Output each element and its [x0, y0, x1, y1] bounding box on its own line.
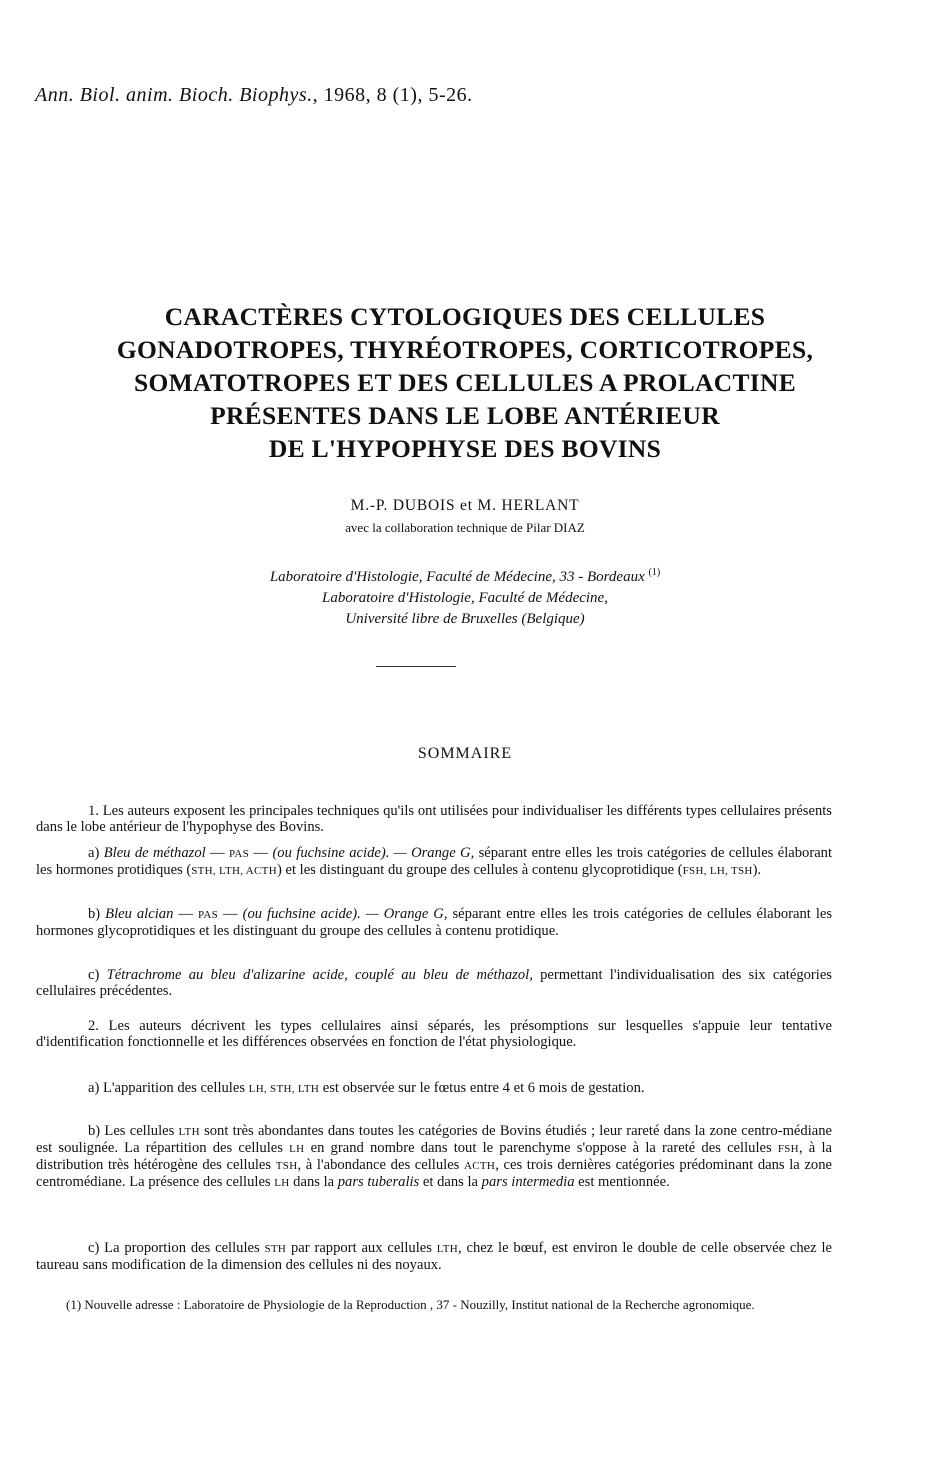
summary-paragraph-b: b) Bleu alcian — PAS — (ou fuchsine acide). — Orange G, séparant entre elles les trois catégories de cellules élaborant les hormones glycoprotidiques et les distinguant du groupe des cellules à contenu protidique. — [36, 906, 833, 939]
title-line: SOMATOTROPES ET DES CELLULES A PROLACTINE — [133, 368, 797, 397]
title-line: DE L'HYPOPHYSE DES BOVINS — [268, 434, 662, 463]
title-line: PRÉSENTES DANS LE LOBE ANTÉRIEUR — [210, 401, 720, 430]
section-heading: SOMMAIRE — [417, 745, 513, 762]
summary-paragraph-2: 2. Les auteurs décrivent les types cellulaires ainsi séparés, les présomptions sur lesquelles s'appuie leur tentative d'identification fonctionnelle et les différences observées en fonction de l'état physiologique. — [36, 1018, 832, 1050]
summary-paragraph-1: 1. Les auteurs exposent les principales techniques qu'ils ont utilisées pour individualiser les différents types cellulaires présents dans le lobe antérieur de l'hypophyse des Bovins. — [36, 803, 832, 835]
summary-paragraph-2c: c) La proportion des cellules STH par rapport aux cellules LTH, chez le bœuf, est environ le double de celle observée chez le taureau sans modification de la dimension des cellules ni des noyaux. — [36, 1240, 832, 1273]
author-names: M.-P. DUBOIS et M. HERLANT — [350, 497, 580, 514]
journal-volume: 1968, 8 (1), 5-26. — [318, 84, 473, 106]
summary-paragraph-c: c) Tétrachrome au bleu d'alizarine acide, couplé au bleu de méthazol, permettant l'individualisation des six catégories cellulaires précédentes. — [36, 967, 832, 999]
title-line: GONADOTROPES, THYRÉOTROPES, CORTICOTROPES, — [116, 335, 814, 364]
summary-paragraph-a: a) Bleu de méthazol — PAS — (ou fuchsine acide). — Orange G, séparant entre elles les trois catégories de cellules élaborant les hormones protidiques (STH, LTH, ACTH) et les distinguant du groupe des cellules à contenu glycoprotidique (FSH, LH, TSH). — [36, 845, 833, 878]
journal-name: Ann. Biol. anim. Bioch. Biophys., — [35, 84, 319, 106]
divider — [376, 666, 456, 667]
article-title — [0, 300, 930, 465]
affiliation-bruxelles: Laboratoire d'Histologie, Faculté de Médecine, — [322, 590, 608, 606]
summary-paragraph-2b: b) Les cellules LTH sont très abondantes dans toutes les catégories de Bovins étudiés ; leur rareté dans la zone centro-médiane est soulignée. La répartition des cellules LH en grand nombre dans tout le parenchyme s'oppose à la rareté des cellules FSH, à la distribution très hétérogène des cellules TSH, à l'abondance des cellules ACTH, ces trois dernières catégories prédominant dans la zone centromédiane. La présence des cellules LH dans la pars tuberalis et dans la pars intermedia est mentionnée. — [36, 1123, 832, 1190]
journal-citation — [35, 84, 473, 107]
summary-paragraph-2a: a) L'apparition des cellules LH, STH, LTH est observée sur le fœtus entre 4 et 6 mois de gestation. — [88, 1080, 645, 1096]
affiliation-text: Laboratoire d'Histologie, Faculté de Médecine, 33 - Bordeaux — [269, 569, 645, 585]
affiliation-university: Université libre de Bruxelles (Belgique) — [345, 611, 585, 627]
title-line: CARACTÈRES CYTOLOGIQUES DES CELLULES — [164, 302, 766, 331]
footnote-marker: (1) — [648, 567, 661, 578]
affiliation-bordeaux — [0, 562, 930, 588]
collaboration-note: avec la collaboration technique de Pilar DIAZ — [345, 520, 585, 535]
footnote: (1) Nouvelle adresse : Laboratoire de Physiologie de la Reproduction , 37 - Nouzilly, Institut national de la Recherche agronomique. — [66, 1297, 755, 1312]
